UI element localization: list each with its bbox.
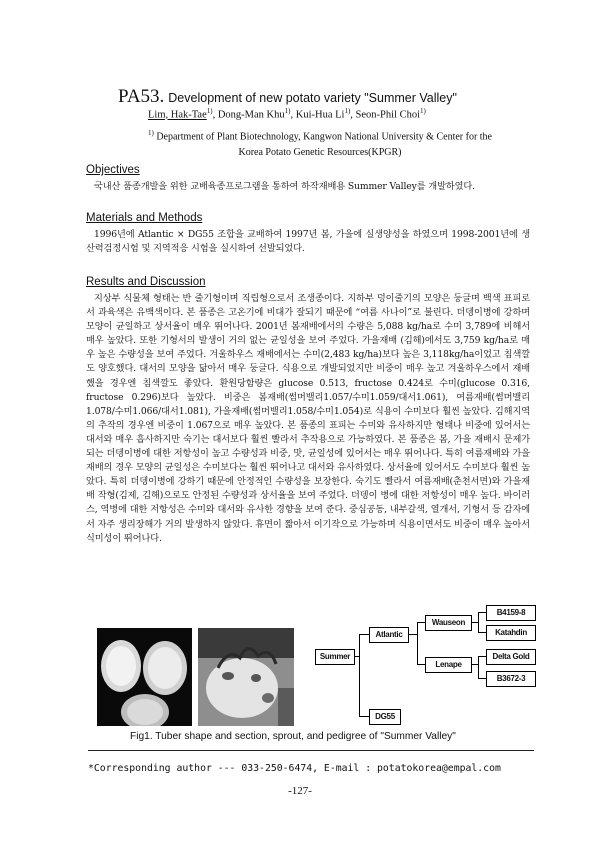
affil-line-1: Department of Plant Biotechnology, Kangwon National University & Center for the — [156, 131, 492, 143]
author-affil-mark: 1) — [206, 107, 213, 115]
author-affil-mark: 1) — [284, 107, 291, 115]
pedigree-node-summer: Summer — [315, 649, 355, 665]
connector-line — [478, 656, 486, 657]
pedigree-node-b4159: B4159-8 — [486, 605, 536, 621]
author-name: , Kui-Hua Li — [290, 109, 345, 121]
objectives-paragraph: 국내산 품종개발을 위한 교배육종프로그램을 통하여 하작재배용 Summer Valley를 개발하였다. — [94, 181, 475, 192]
pedigree-node-lenape: Lenape — [425, 657, 472, 673]
connector-line — [478, 678, 486, 679]
connector-line — [417, 664, 425, 665]
methods-text — [86, 228, 530, 256]
results-text — [86, 292, 530, 546]
author-list — [148, 107, 426, 121]
results-heading: Results and Discussion — [86, 276, 206, 288]
author-affil-mark: 1) — [344, 107, 351, 115]
author-name: Lim, Hak-Tae — [148, 109, 207, 121]
pedigree-node-wauseon: Wauseon — [425, 615, 472, 631]
tuber-photo — [97, 628, 192, 726]
results-paragraph: 지상부 식물체 형태는 반 줄기형이며 직립형으로서 조생종이다. 지하부 덩이줄기의 모양은 둥글며 백색 표피로서 과육색은 유백색이다. 본 품종은 고온기에 비대가 잘되기 때문에 “여름 사나이”로 불린다. 더뎅이병에 강하며 모양이 균일하고 상서율이 매우 뛰어나다. 2001년 봄재배에서의 수량은 5,088 kg/ha로 수미 3,789에 비해서 매우 높았다. 또한 기형서의 발생이 거의 없는 균일성을 보여 주었다. 가을재배 (김해)에서도 3,759 kg/ha로 매우 높은 수량성을 보여 주었다. 겨울하우스 재배에서는 수미(2,483 kg/ha)보다 높은 3,118kg/ha이었고 침색깔도 양호했다. 대서의 모양을 닮아서 매우 둥글다. 식용으로 개발되었지만 비중이 매우 높고 겨울하우스에서 재배했을 경우엔 침색깔도 좋았다. 환원당함량은 glucose 0.513, fructose 0.424로 수미(glucose 0.316, fructose 0.296)보다 높았다. 비중은 봄재배(썸머밸리1.057/수미1.059/대서1.061), 여름재배(썸머밸리1.078/수미1.066/대서1.081), 가을재배(썸머밸리1.058/수미1.054)로 식용이 수미보다 훨씬 높았다. 김해지역의 추작의 경우엔 비중이 1.067으로 매우 높았다. 본 품종의 표피는 수미와 유사하지만 형태나 비중에 있어서는 대서와 매우 흡사하지만 숙기는 대서보다 훨씬 빨라서 추작용으로 가능하였다. 본 품종은 봄, 가을 재배시 문제가 되는 더뎅이병에 대한 저항성이 높고 수량성과 비중, 맛, 균일성에 있어서는 매우 뛰어나다. 특히 여름재배와 가을재배의 경우 모양의 균일성은 수미보다는 훨씬 뛰어나고 대서와 유사하였다. 상서율에 있어서도 수미보다 훨씬 높았다. 특히 더뎅이병에 강하기 때문에 안정적인 수량성을 보장한다. 숙기도 빨라서 여름재배(춘천서면)와 가을재배 작형(김제, 김해)으로도 안정된 수량성과 상서율을 보여 주었다. 더뎅이 병에 대한 저항성이 매우 높다. 바이러스, 역병에 대한 저항성은 수미와 대서와 유사한 경향을 보여 준다. 중심공동, 내부갈색, 열개서, 기형서 등 감자에서 자주 생리장해가 거의 발생하지 않았다. 휴면이 짧아서 이기작으로 가능하며 식용이면서도 비중이 매우 높아서 식미성이 뛰어나다. — [86, 293, 530, 544]
connector-line — [417, 622, 425, 623]
paper-title — [118, 86, 558, 108]
methods-heading: Materials and Methods — [86, 212, 203, 224]
affiliation — [90, 125, 550, 161]
connector-line — [478, 656, 479, 678]
affil-mark: 1) — [147, 129, 154, 137]
connector-line — [359, 634, 360, 716]
abstract-code: PA53. — [118, 86, 165, 107]
pedigree-node-b3672: B3672-3 — [486, 671, 536, 687]
author-affil-mark: 1) — [420, 107, 426, 115]
author-name: , Dong-Man Khu — [212, 109, 285, 121]
connector-line — [359, 716, 369, 717]
connector-line — [359, 634, 369, 635]
footnote-divider — [88, 750, 534, 751]
author-name: , Seon-Phil Choi — [350, 109, 420, 121]
sprout-photo — [198, 628, 294, 726]
connector-line — [478, 612, 479, 632]
methods-paragraph: 1996년에 Atlantic × DG55 조합을 교배하여 1997년 봄, 가을에 실생양성을 하였으며 1998-2001년에 생산력검정시험 및 지역적응 시험을 실시하여 선발되었다. — [86, 229, 530, 255]
pedigree-node-atlantic: Atlantic — [369, 627, 409, 643]
pedigree-node-katahdin: Katahdin — [486, 625, 536, 641]
pedigree-node-delta-gold: Delta Gold — [486, 649, 536, 665]
affil-line-2: Korea Potato Genetic Resources(KPGR) — [238, 147, 402, 159]
objectives-heading: Objectives — [86, 164, 140, 176]
pedigree-node-dg55: DG55 — [369, 709, 401, 725]
connector-line — [478, 632, 486, 633]
connector-line — [417, 622, 418, 664]
objectives-text — [86, 180, 530, 194]
page-number: -127- — [288, 785, 312, 797]
figure-caption: Fig1. Tuber shape and section, sprout, and pedigree of "Summer Valley" — [130, 731, 456, 742]
pedigree-diagram — [300, 600, 550, 728]
title-text: Development of new potato variety "Summer Valley" — [168, 91, 457, 105]
corresponding-author-note: *Corresponding author --- 033-250-6474, E-mail : potatokorea@empal.com — [88, 763, 501, 774]
connector-line — [478, 612, 486, 613]
